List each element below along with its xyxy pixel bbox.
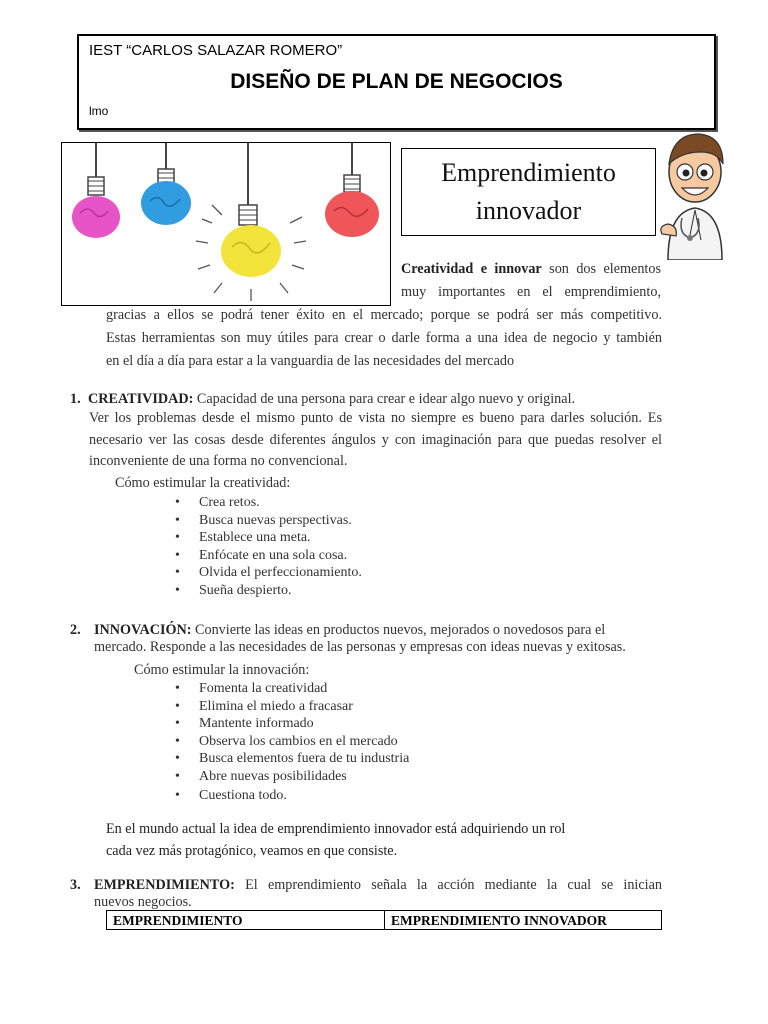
topic-title-line1: Emprendimiento — [441, 158, 616, 187]
body-line: mercado. Responde a las necesidades de las personas y empresas con ideas nuevas y exitosas. — [94, 639, 626, 655]
table-header-cell: EMPRENDIMIENTO INNOVADOR — [385, 911, 662, 930]
section-number: 2. — [70, 622, 81, 638]
innovacion-subheading: Cómo estimular la innovación: — [134, 662, 310, 678]
document-title: DISEÑO DE PLAN DE NEGOCIOS — [230, 70, 563, 93]
creatividad-subheading: Cómo estimular la creatividad: — [115, 475, 291, 491]
list-item: • Olvida el perfeccionamiento. — [175, 564, 362, 582]
closing-line-1: En el mundo actual la idea de emprendimiento innovador está adquiriendo un rol — [106, 821, 566, 837]
section-title: EMPRENDIMIENTO: — [94, 877, 235, 893]
intro-line-3: gracias a ellos se podrá tener éxito en el mercado; porque se podrá ser más competitivo. — [106, 307, 662, 323]
body-line: nuevos negocios. — [94, 894, 192, 910]
section-number: 1. — [70, 391, 81, 407]
section-title-text: Convierte las ideas en productos nuevos, mejorados o novedosos para el — [191, 622, 606, 638]
section-title: CREATIVIDAD: — [88, 391, 194, 407]
table-header-cell: EMPRENDIMIENTO — [107, 911, 385, 930]
intro-line-1-rest: son dos elementos — [541, 261, 661, 277]
list-item: • Busca nuevas perspectivas. — [175, 512, 362, 530]
comparison-table — [106, 910, 662, 930]
intro-line-1 — [401, 258, 661, 281]
section-number: 3. — [70, 877, 81, 893]
intro-paragraph-start — [401, 258, 661, 304]
section-innovacion-body — [94, 637, 664, 657]
creatividad-list — [175, 494, 362, 599]
list-item: • Fomenta la creatividad — [175, 680, 409, 698]
topic-title-box — [401, 148, 656, 236]
intro-bold-text: Creatividad e innovar — [401, 261, 542, 277]
list-item: • Busca elementos fuera de tu industria — [175, 750, 409, 768]
list-item: • Observa los cambios en el mercado — [175, 733, 409, 751]
list-item: • Establece una meta. — [175, 529, 362, 547]
body-line: inconveniente de una forma no convencional. — [89, 453, 348, 469]
section-title-text: Capacidad de una persona para crear e idear algo nuevo y original. — [193, 391, 576, 407]
list-item: • Cuestiona todo. — [175, 787, 409, 805]
lightbulbs-icon — [62, 143, 390, 305]
intro-paragraph-continued — [106, 304, 662, 373]
list-item: • Sueña despierto. — [175, 582, 362, 600]
list-item: • Abre nuevas posibilidades — [175, 768, 409, 786]
closing-paragraph — [106, 818, 666, 862]
section-emprendimiento-body — [94, 892, 192, 912]
section-title: INNOVACIÓN: — [94, 622, 192, 638]
section-creatividad-heading — [70, 388, 670, 410]
list-item: • Crea retos. — [175, 494, 362, 512]
header-box — [77, 34, 716, 130]
body-line: Ver los problemas desde el mismo punto de vista no siempre es bueno para darles solución. Es — [89, 410, 662, 426]
list-item: • Mantente informado — [175, 715, 409, 733]
body-line: necesario ver las cosas desde diferentes ángulos y con imaginación para que puedas resolver el — [89, 431, 662, 448]
innovacion-list — [175, 680, 409, 805]
section-title-text: El emprendimiento señala la acción mediante la cual se inician — [234, 877, 662, 893]
doctor-cartoon-icon — [660, 130, 730, 260]
table-header-row — [107, 911, 662, 930]
author-initials: lmo — [89, 104, 109, 118]
lightbulb-illustration — [61, 142, 391, 306]
doctor-cartoon — [660, 130, 730, 260]
list-item: • Enfócate en una sola cosa. — [175, 547, 362, 565]
section-creatividad-body — [89, 408, 662, 473]
intro-line-5: en el día a día para estar a la vanguardia de las necesidades del mercado — [106, 353, 515, 369]
intro-line-4: Estas herramientas son muy útiles para crear o darle forma a una idea de negocio y también — [106, 330, 662, 346]
intro-line-2: muy importantes en el emprendimiento, — [401, 284, 661, 300]
school-name: IEST “CARLOS SALAZAR ROMERO” — [89, 42, 343, 59]
topic-title-line2: innovador — [475, 196, 582, 225]
closing-line-2: cada vez más protagónico, veamos en que consiste. — [106, 843, 398, 859]
list-item: • Elimina el miedo a fracasar — [175, 698, 409, 716]
